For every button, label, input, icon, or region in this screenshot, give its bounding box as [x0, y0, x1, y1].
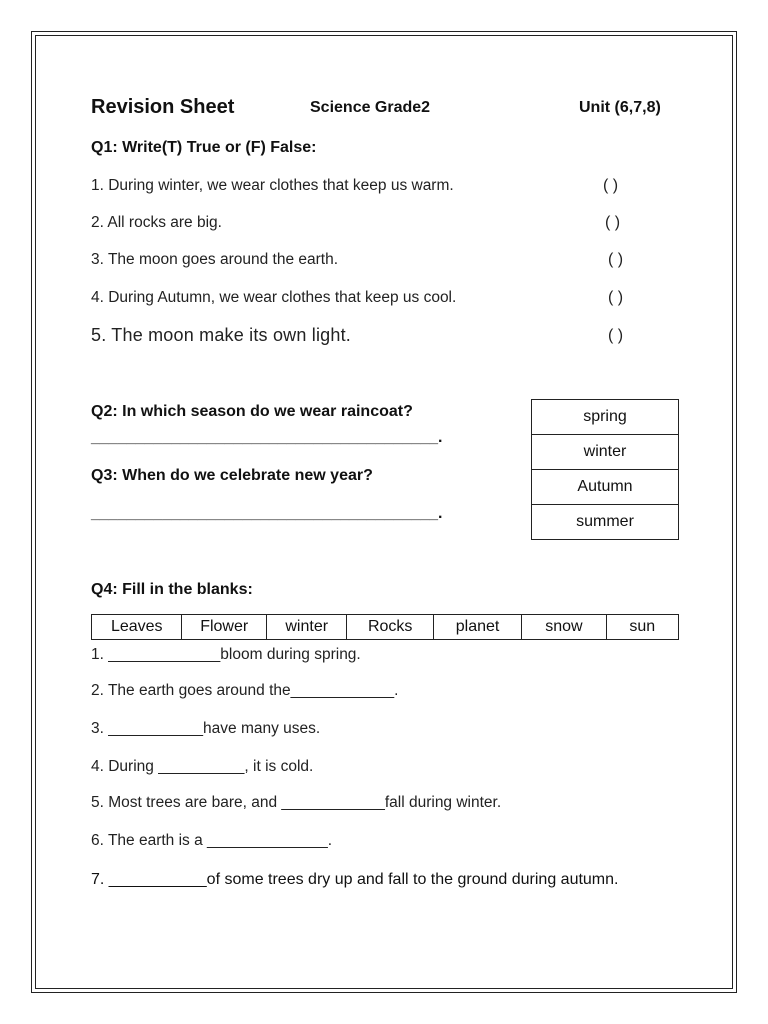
q1-item-1: 1. During winter, we wear clothes that keep us warm. — [91, 177, 454, 194]
q4-item-5: 5. Most trees are bare, and ____________fall during winter. — [91, 794, 502, 811]
q1-answer-box-5: ( ) — [608, 327, 624, 344]
q1-item-5: 5. The moon make its own light. — [91, 325, 351, 345]
q1-answer-box-1: ( ) — [603, 177, 619, 194]
q1-item-4: 4. During Autumn, we wear clothes that keep us cool. — [91, 289, 457, 306]
q4-item-7: 7. ___________of some trees dry up and fall to the ground during autumn. — [91, 871, 619, 888]
word-bank-cell: Rocks — [347, 615, 433, 640]
q1-item-3: 3. The moon goes around the earth. — [91, 251, 339, 268]
unit-label: Unit (6,7,8) — [579, 99, 661, 116]
word-bank-cell: winter — [266, 615, 346, 640]
q4-item-3: 3. ___________have many uses. — [91, 720, 321, 737]
word-bank-cell: snow — [522, 615, 606, 640]
subject-label: Science Grade2 — [310, 99, 431, 116]
q2-title: Q2: In which season do we wear raincoat? — [91, 403, 413, 420]
q1-answer-box-3: ( ) — [608, 251, 624, 268]
q1-title: Q1: Write(T) True or (F) False: — [91, 139, 317, 156]
q4-item-2: 2. The earth goes around the____________. — [91, 682, 399, 699]
q1-answer-box-4: ( ) — [608, 289, 624, 306]
q1-answer-box-2: ( ) — [605, 214, 621, 231]
q4-item-4: 4. During __________, it is cold. — [91, 758, 314, 775]
sheet-title: Revision Sheet — [91, 96, 235, 118]
word-bank-cell: planet — [433, 615, 521, 640]
season-cell: spring — [532, 400, 679, 435]
season-cell: Autumn — [532, 470, 679, 505]
word-bank-cell: Flower — [182, 615, 267, 640]
q3-answer-line: _______________________________________. — [91, 505, 443, 522]
seasons-word-box — [531, 399, 679, 540]
q4-item-6: 6. The earth is a ______________. — [91, 832, 333, 849]
q4-title: Q4: Fill in the blanks: — [91, 581, 253, 598]
season-cell: summer — [532, 505, 679, 540]
season-cell: winter — [532, 435, 679, 470]
q4-item-1: 1. _____________bloom during spring. — [91, 646, 361, 663]
q2-answer-line: _______________________________________. — [91, 429, 443, 446]
q3-title: Q3: When do we celebrate new year? — [91, 467, 373, 484]
word-bank-cell: sun — [606, 615, 678, 640]
word-bank-cell: Leaves — [92, 615, 182, 640]
q1-item-2: 2. All rocks are big. — [91, 214, 222, 231]
word-bank-table — [91, 614, 679, 640]
